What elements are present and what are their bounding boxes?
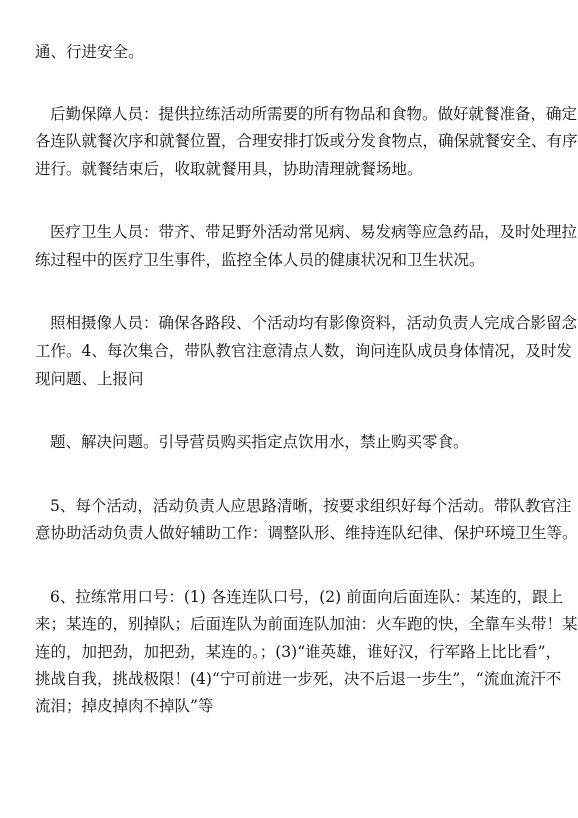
text-line: 6、拉练常用口号：(1) 各连连队口号，(2) 前面向后面连队：某连的，跟上 bbox=[50, 588, 564, 606]
text-line: 医疗卫生人员：带齐、带足野外活动常见病、易发病等应急药品，及时处理拉 bbox=[50, 223, 578, 241]
text-line: 练过程中的医疗卫生事件，监控全体人员的健康状况和卫生状况。 bbox=[35, 251, 485, 269]
text-line: 题、解决问题。引导营员购买指定点饮用水，禁止购买零食。 bbox=[50, 433, 469, 451]
text-line: 现问题、上报问 bbox=[35, 370, 144, 388]
text-line: 连的，加把劲，加把劲，某连的。；(3)“谁英雄，谁好汉，行军路上比比看”， bbox=[35, 643, 562, 661]
text-line: 工作。4、每次集合，带队教官注意清点人数，询问连队成员身体情况，及时发 bbox=[35, 342, 572, 360]
text-line: 流泪；掉皮掉肉不掉队”等 bbox=[35, 697, 214, 715]
text-line: 挑战自我，挑战极限！(4)“宁可前进一步死，决不后退一步生”，“流血流汗不 bbox=[35, 670, 562, 688]
text-line: 5、每个活动，活动负责人应思路清晰，按要求组织好每个活动。带队教官注 bbox=[50, 497, 572, 515]
text-line: 照相摄像人员：确保各路段、个活动均有影像资料，活动负责人完成合影留念 bbox=[50, 314, 578, 332]
text-line: 意协助活动负责人做好辅助工作：调整队形、维持连队纪律、保护环境卫生等。 bbox=[35, 524, 578, 542]
text-line: 通、行进安全。 bbox=[35, 43, 144, 61]
text-line: 各连队就餐次序和就餐位置，合理安排打饭或分发食物点，确保就餐安全、有序 bbox=[35, 132, 578, 150]
text-line: 进行。就餐结束后，收取就餐用具，协助清理就餐场地。 bbox=[35, 160, 423, 178]
text-line: 后勤保障人员：提供拉练活动所需要的所有物品和食物。做好就餐准备，确定 bbox=[50, 105, 578, 123]
text-line: 来；某连的，别掉队；后面连队为前面连队加油：火车跑的快，全靠车头带！某 bbox=[35, 615, 578, 633]
